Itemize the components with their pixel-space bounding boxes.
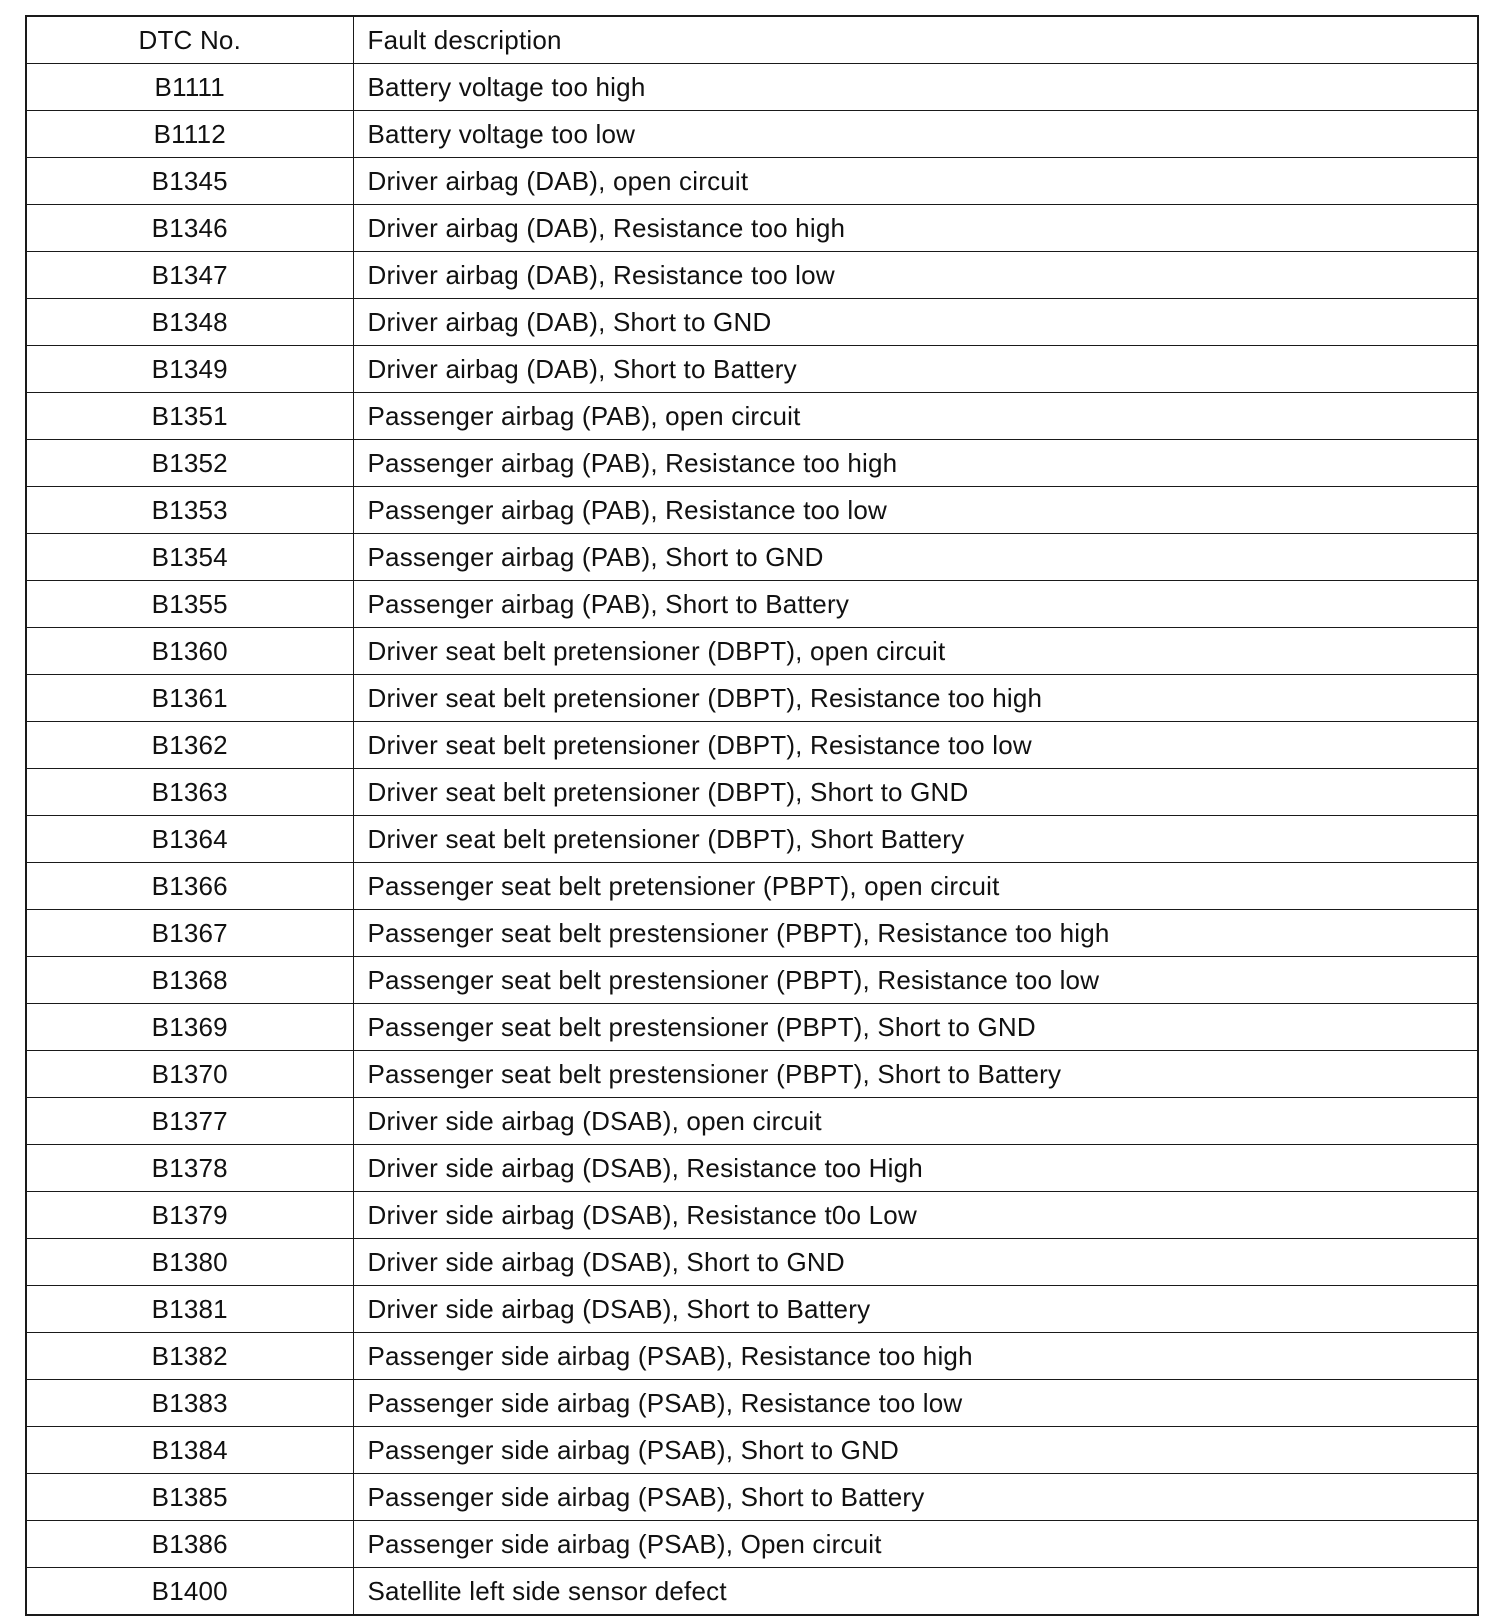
header-dtc-no: DTC No. xyxy=(26,16,353,64)
table-row xyxy=(26,1380,1478,1427)
table-row xyxy=(26,1051,1478,1098)
fault-description-cell: Driver seat belt pretensioner (DBPT), Short Battery xyxy=(353,816,1478,863)
table-row xyxy=(26,1333,1478,1380)
fault-description-cell: Passenger side airbag (PSAB), Open circuit xyxy=(353,1521,1478,1568)
table-header xyxy=(26,16,1478,64)
table-row xyxy=(26,534,1478,581)
header-fault-description: Fault description xyxy=(353,16,1478,64)
dtc-code-cell: B1351 xyxy=(26,393,353,440)
dtc-code-cell: B1347 xyxy=(26,252,353,299)
dtc-code-cell: B1352 xyxy=(26,440,353,487)
dtc-code-cell: B1345 xyxy=(26,158,353,205)
fault-description-cell: Passenger airbag (PAB), open circuit xyxy=(353,393,1478,440)
dtc-code-cell: B1360 xyxy=(26,628,353,675)
fault-description-cell: Battery voltage too low xyxy=(353,111,1478,158)
dtc-code-cell: B1364 xyxy=(26,816,353,863)
dtc-code-cell: B1363 xyxy=(26,769,353,816)
fault-description-cell: Passenger seat belt pretensioner (PBPT), open circuit xyxy=(353,863,1478,910)
table-row xyxy=(26,1098,1478,1145)
fault-description-cell: Driver side airbag (DSAB), Resistance t0o Low xyxy=(353,1192,1478,1239)
fault-description-cell: Driver seat belt pretensioner (DBPT), Resistance too low xyxy=(353,722,1478,769)
dtc-code-cell: B1384 xyxy=(26,1427,353,1474)
fault-description-cell: Passenger airbag (PAB), Short to GND xyxy=(353,534,1478,581)
dtc-code-cell: B1383 xyxy=(26,1380,353,1427)
dtc-code-cell: B1400 xyxy=(26,1568,353,1616)
fault-description-cell: Passenger seat belt prestensioner (PBPT), Short to Battery xyxy=(353,1051,1478,1098)
dtc-code-cell: B1355 xyxy=(26,581,353,628)
fault-description-cell: Passenger seat belt prestensioner (PBPT), Resistance too high xyxy=(353,910,1478,957)
table-row xyxy=(26,1427,1478,1474)
fault-description-cell: Driver airbag (DAB), Resistance too high xyxy=(353,205,1478,252)
table-row xyxy=(26,346,1478,393)
fault-description-cell: Passenger seat belt prestensioner (PBPT), Resistance too low xyxy=(353,957,1478,1004)
table-row xyxy=(26,1192,1478,1239)
fault-description-cell: Passenger airbag (PAB), Resistance too high xyxy=(353,440,1478,487)
table-body xyxy=(26,64,1478,1616)
dtc-code-cell: B1354 xyxy=(26,534,353,581)
fault-description-cell: Passenger airbag (PAB), Resistance too low xyxy=(353,487,1478,534)
fault-description-cell: Driver side airbag (DSAB), Short to Battery xyxy=(353,1286,1478,1333)
fault-description-cell: Driver airbag (DAB), Resistance too low xyxy=(353,252,1478,299)
table-row xyxy=(26,1239,1478,1286)
table-row xyxy=(26,769,1478,816)
fault-description-cell: Driver seat belt pretensioner (DBPT), Resistance too high xyxy=(353,675,1478,722)
dtc-code-cell: B1378 xyxy=(26,1145,353,1192)
dtc-code-cell: B1346 xyxy=(26,205,353,252)
fault-description-cell: Driver airbag (DAB), Short to Battery xyxy=(353,346,1478,393)
dtc-code-cell: B1385 xyxy=(26,1474,353,1521)
table-row xyxy=(26,1474,1478,1521)
fault-description-cell: Passenger side airbag (PSAB), Short to GND xyxy=(353,1427,1478,1474)
dtc-code-cell: B1361 xyxy=(26,675,353,722)
dtc-code-cell: B1112 xyxy=(26,111,353,158)
dtc-code-cell: B1381 xyxy=(26,1286,353,1333)
dtc-code-cell: B1353 xyxy=(26,487,353,534)
dtc-code-cell: B1370 xyxy=(26,1051,353,1098)
table-row xyxy=(26,299,1478,346)
fault-description-cell: Driver side airbag (DSAB), Resistance too High xyxy=(353,1145,1478,1192)
header-row xyxy=(26,16,1478,64)
fault-description-cell: Passenger seat belt prestensioner (PBPT), Short to GND xyxy=(353,1004,1478,1051)
dtc-code-cell: B1348 xyxy=(26,299,353,346)
table-row xyxy=(26,1521,1478,1568)
dtc-code-cell: B1367 xyxy=(26,910,353,957)
dtc-code-cell: B1382 xyxy=(26,1333,353,1380)
table-row xyxy=(26,581,1478,628)
dtc-table xyxy=(25,15,1479,1616)
fault-description-cell: Driver airbag (DAB), Short to GND xyxy=(353,299,1478,346)
fault-description-cell: Passenger side airbag (PSAB), Resistance too high xyxy=(353,1333,1478,1380)
fault-description-cell: Battery voltage too high xyxy=(353,64,1478,111)
table-row xyxy=(26,816,1478,863)
table-row xyxy=(26,440,1478,487)
fault-description-cell: Passenger side airbag (PSAB), Short to Battery xyxy=(353,1474,1478,1521)
table-row xyxy=(26,863,1478,910)
table-row xyxy=(26,1004,1478,1051)
dtc-code-cell: B1380 xyxy=(26,1239,353,1286)
fault-description-cell: Driver side airbag (DSAB), Short to GND xyxy=(353,1239,1478,1286)
fault-description-cell: Driver airbag (DAB), open circuit xyxy=(353,158,1478,205)
dtc-code-cell: B1377 xyxy=(26,1098,353,1145)
table-row xyxy=(26,957,1478,1004)
table-row xyxy=(26,64,1478,111)
fault-description-cell: Satellite left side sensor defect xyxy=(353,1568,1478,1616)
fault-description-cell: Driver side airbag (DSAB), open circuit xyxy=(353,1098,1478,1145)
dtc-code-cell: B1362 xyxy=(26,722,353,769)
table-row xyxy=(26,252,1478,299)
dtc-code-cell: B1366 xyxy=(26,863,353,910)
table-row xyxy=(26,628,1478,675)
fault-description-cell: Passenger side airbag (PSAB), Resistance too low xyxy=(353,1380,1478,1427)
dtc-code-cell: B1386 xyxy=(26,1521,353,1568)
dtc-code-cell: B1379 xyxy=(26,1192,353,1239)
dtc-code-cell: B1111 xyxy=(26,64,353,111)
table-row xyxy=(26,158,1478,205)
table-row xyxy=(26,1145,1478,1192)
table-row xyxy=(26,1286,1478,1333)
fault-description-cell: Driver seat belt pretensioner (DBPT), Short to GND xyxy=(353,769,1478,816)
fault-description-cell: Driver seat belt pretensioner (DBPT), open circuit xyxy=(353,628,1478,675)
dtc-code-cell: B1368 xyxy=(26,957,353,1004)
table-row xyxy=(26,393,1478,440)
table-row xyxy=(26,487,1478,534)
table-row xyxy=(26,722,1478,769)
fault-description-cell: Passenger airbag (PAB), Short to Battery xyxy=(353,581,1478,628)
table-row xyxy=(26,675,1478,722)
table-row xyxy=(26,111,1478,158)
table-row xyxy=(26,910,1478,957)
dtc-code-cell: B1349 xyxy=(26,346,353,393)
table-row xyxy=(26,1568,1478,1616)
dtc-code-cell: B1369 xyxy=(26,1004,353,1051)
table-row xyxy=(26,205,1478,252)
